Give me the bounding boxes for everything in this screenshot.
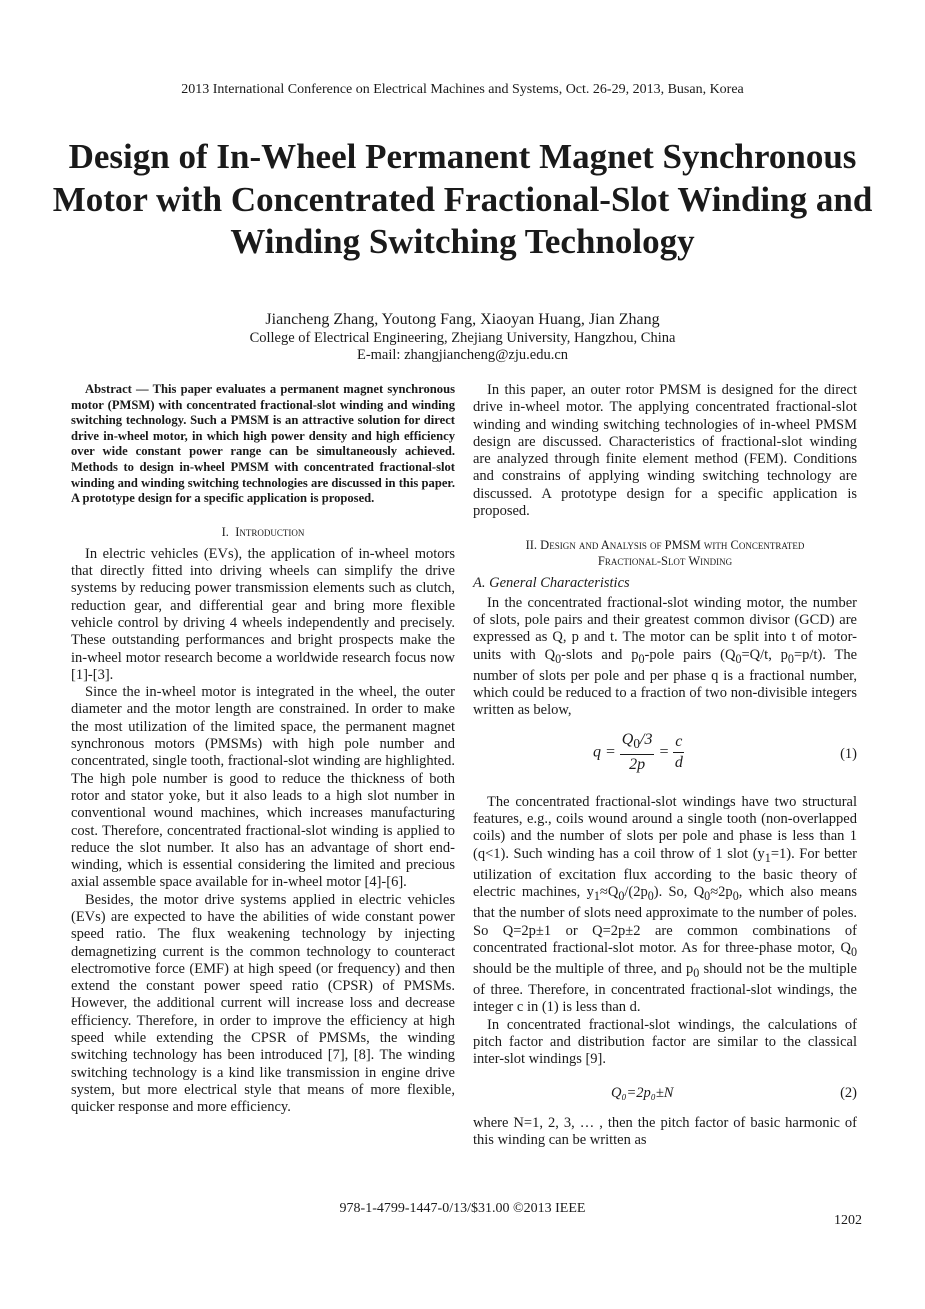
intro-paragraph-3: Besides, the motor drive systems applied in electric vehicles (EVs) are expected to have the abilities of wide constant power speed ratio. The flux weakening technology by injecting demagnetizing current is the common technology to counteract electromotive force (EMF) at high speed (or frequency) and then extend the constant power speed ratio (CPSR) of PMSMs. However, the additional current will increase loss and decrease efficiency. Therefore, in order to improve the efficiency at high speed while extending the CPSR of PMSMs, the winding switching technology has been introduced [7], [8]. The winding switching technology is a kind like transmission in engine drive system, but more electrical style that means of more flexible, quicker response and more efficiency. (71, 891, 455, 1116)
intro-paragraph-1: In electric vehicles (EVs), the application of in-wheel motors that directly fitted into driving wheels can simplify the drive systems by reducing power transmission elements such as clutch, reduction gear, and differential gear and bring more flexible vehicle control by driving 4 wheels independently and precisely. These outstanding performances and bright prospects make the in-wheel motor research become a worldwide research focus now [1]-[3]. (71, 545, 455, 683)
section-title: Introduction (235, 524, 305, 539)
authors: Jiancheng Zhang, Youtong Fang, Xiaoyan Huang, Jian Zhang (265, 311, 660, 328)
equation-1-label: (1) (840, 745, 857, 762)
intro-paragraph-2: Since the in-wheel motor is integrated in the wheel, the outer diameter and the motor length are constrained. In order to make the most utilization of the limited space, the permanent magnet synchronous motors (PMSMs) with high pole number and concentrated, single tooth, fractional-slot winding are highlighted. The high pole number is good to reduce the thickness of both rotor and stator yoke, but it also leads to a high slot number in conventional wound machines, which increases manufacturing cost. Therefore, concentrated fractional-slot winding is applied to reduce the slot number. It also has an advantage of short end-winding, which is essential considering the limited and precious axial assemble space available for in-wheel motor [4]-[6]. (71, 684, 455, 891)
design-paragraph-4: where N=1, 2, 3, … , then the pitch factor of basic harmonic of this winding can be written as (473, 1114, 857, 1148)
equation-2-body: Q₀=2p₀±N (611, 1084, 674, 1101)
section-heading-introduction (71, 524, 455, 540)
design-paragraph-3: In concentrated fractional-slot windings, the calculations of pitch factor and distribution factor are similar to the classical inter-slot windings [9]. (473, 1016, 857, 1068)
left-column (71, 382, 455, 1117)
affiliation: College of Electrical Engineering, Zhejiang University, Hangzhou, China (249, 330, 676, 346)
design-paragraph-1: In the concentrated fractional-slot winding motor, the number of slots, pole pairs and their greatest common divisor (GCD) are expressed as Q, p and t. The motor can be split into t of motor-units with $Q_0$-slots and $p_0$-pole pairs ($Q_0=Q/t$, $p_0=p/t$). The number of slots per pole and per phase q is a fractional number, which could be reduced to a fraction of two non-divisible integers written as below, (473, 594, 858, 719)
intro-paragraph-4: In this paper, an outer rotor PMSM is designed for the direct drive in-wheel motor. The applying concentrated fractional-slot winding and winding switching technologies of in-wheel PMSM design are discussed. Characteristics of fractional-slot winding are analyzed through finite element method (FEM). Conditions and constrains of applying winding switching technology are discussed. A prototype design for a specific application is proposed. (473, 382, 857, 520)
right-column (473, 382, 857, 1149)
page-number: 1202 (834, 1213, 862, 1228)
equation-2 (473, 1083, 857, 1109)
abstract: Abstract — This paper evaluates a permanent magnet synchronous motor (PMSM) with concentrated fractional-slot winding and winding switching technology. Such a PMSM is an attractive solution for direct drive in-wheel motor, in which high power density and high efficiency over wide constant power range can be simultaneously achieved. Methods to design in-wheel PMSM with concentrated fractional-slot winding and winding switching technologies are discussed in this paper. A prototype design for a specific application is proposed. (71, 382, 455, 506)
paper-title: Design of In-Wheel Permanent Magnet Synchronous Motor with Concentrated Fractional-Slot Winding and Winding Switching Technology (52, 137, 873, 261)
subsection-heading: A. General Characteristics (473, 575, 630, 592)
section-heading-design (473, 537, 857, 569)
copyright-footer: 978-1-4799-1447-0/13/$31.00 ©2013 IEEE (339, 1201, 586, 1216)
equation-1 (473, 726, 857, 788)
conference-header: 2013 International Conference on Electrical Machines and Systems, Oct. 26-29, 2013, Busan, Korea (181, 82, 744, 97)
section-number: I. (221, 524, 229, 539)
email: E-mail: zhangjiancheng@zju.edu.cn (356, 347, 569, 363)
design-paragraph-2: The concentrated fractional-slot windings have two structural features, e.g., coils wound around a single tooth (non-overlapped coils) and the number of slots per pole and phase is less than 1 (q<1). Such winding has a coil throw of 1 slot $(y_1=1)$. For better utilization of excitation flux according to the basic theory of electric machines, $y_1\approx Q_0/(2p_0)$. So, $Q_0\approx 2p_0$, which also means that the number of slots need approximate to the number of poles. So Q=2p±1 or Q=2p±2 are common combinations of concentrated fractional-slot motor. As for three-phase motor, $Q_0$ should be the multiple of three, and $p_0$ should not be the multiple of three. Therefore, in concentrated fractional-slot windings, the integer c in (1) is less than d. (473, 793, 857, 1016)
equation-1-body: q = $\frac{Q_0/3}{2p}$ = $\frac{c}{d}$ (593, 730, 683, 773)
equation-2-label: (2) (840, 1084, 857, 1101)
section-heading-line-1: II. Design and Analysis of PMSM with Concentrated (525, 538, 805, 553)
section-heading-line-2: Fractional-Slot Winding (597, 554, 733, 569)
